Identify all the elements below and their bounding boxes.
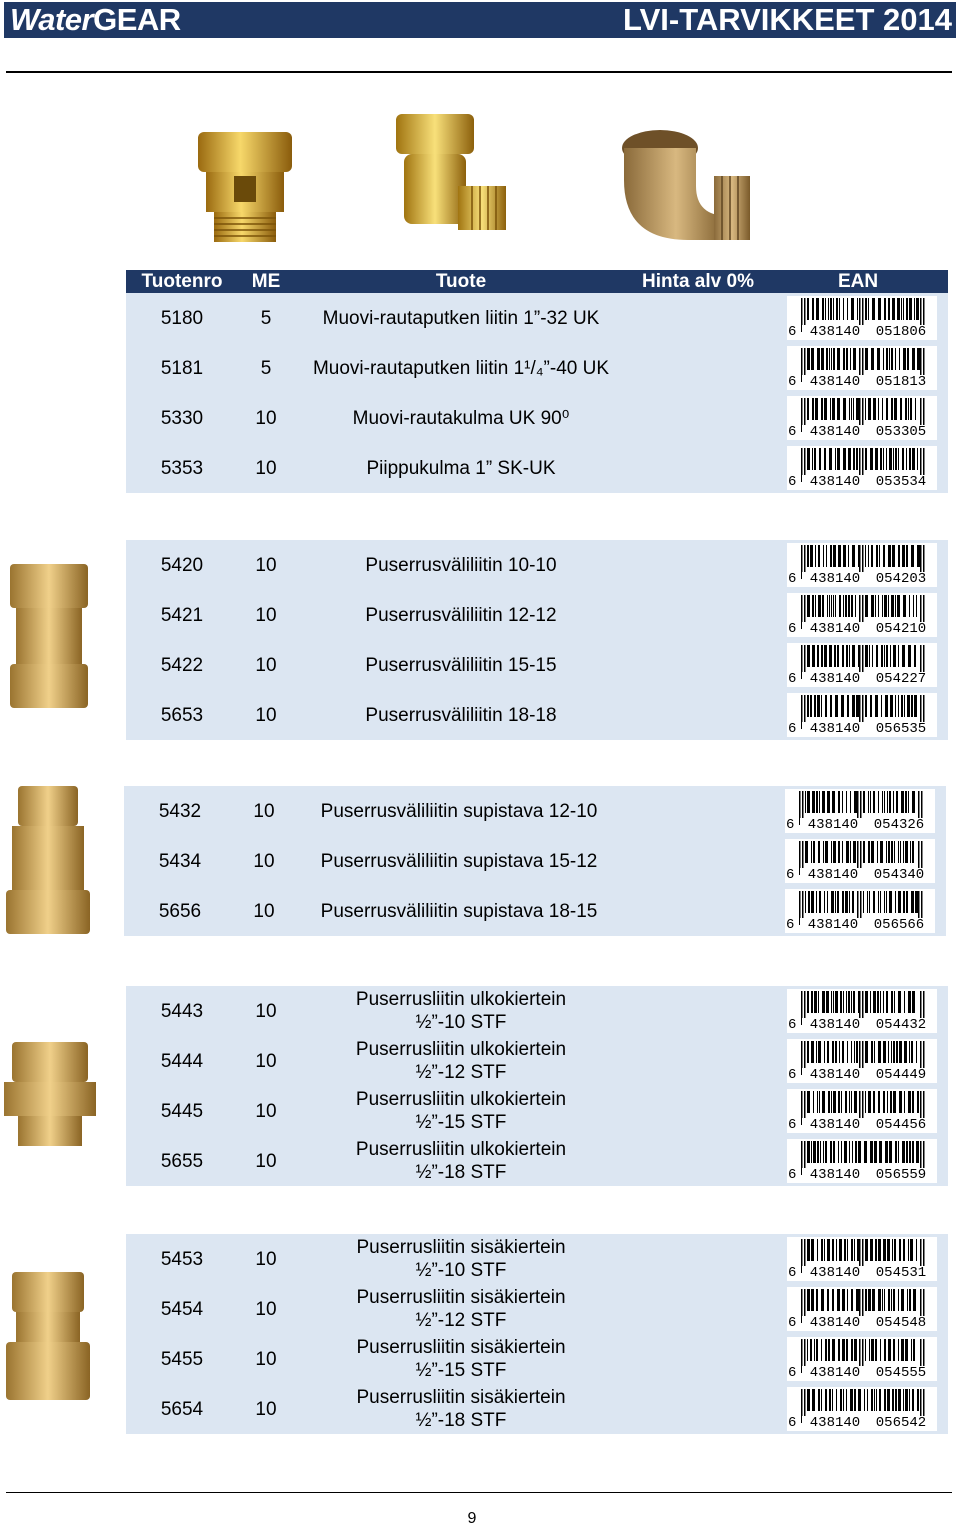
ean-digits-left: 438140	[802, 622, 868, 637]
product-unit: 10	[255, 407, 277, 429]
product-image-reducing-coupling	[4, 784, 92, 936]
ean-digits-left: 438140	[802, 672, 868, 687]
product-row	[124, 836, 946, 886]
ean-cell	[784, 1334, 940, 1384]
product-row	[126, 590, 948, 640]
product-row	[126, 393, 948, 443]
column-me: ME	[251, 271, 281, 292]
product-price	[626, 886, 766, 936]
product-price	[628, 590, 768, 640]
ean-digits-left: 438140	[802, 325, 868, 340]
product-number: 5654	[160, 1398, 204, 1420]
product-price	[628, 443, 768, 493]
ean-digits-left: 438140	[802, 572, 868, 587]
product-number: 5656	[158, 900, 202, 922]
ean-cell	[784, 1384, 940, 1434]
ean-digits-right: 054326	[866, 818, 932, 833]
product-number: 5420	[160, 554, 204, 576]
ean-digits-left: 438140	[802, 1168, 868, 1183]
product-row	[126, 1086, 948, 1136]
ean-cell	[784, 690, 940, 740]
catalog-title: LVI-TARVIKKEET 2014	[622, 2, 952, 37]
ean-digits-left: 438140	[802, 1316, 868, 1331]
ean-digits-left: 438140	[802, 1068, 868, 1083]
ean-digits-right: 054555	[868, 1366, 934, 1381]
product-unit: 10	[253, 800, 275, 822]
ean-barcode	[787, 1089, 937, 1133]
product-price	[628, 640, 768, 690]
ean-digits-left: 438140	[800, 918, 866, 933]
ean-digit-first: 6	[788, 1017, 797, 1033]
ean-digits-right: 054203	[868, 572, 934, 587]
ean-barcode	[787, 296, 937, 340]
ean-digits-right: 056566	[866, 918, 932, 933]
brand-part-gear: GEAR	[93, 2, 181, 37]
ean-cell	[784, 986, 940, 1036]
product-name: Puserrusväliliitin supistava 15-12	[320, 850, 598, 872]
ean-barcode	[785, 889, 935, 933]
product-unit: 10	[255, 554, 277, 576]
product-name: Puserrusväliliitin 18-18	[365, 704, 557, 726]
product-number: 5454	[160, 1298, 204, 1320]
product-name: Puserrusliitin sisäkiertein ½”-10 STF	[356, 1237, 566, 1281]
product-row	[124, 886, 946, 936]
ean-digits-right: 054432	[868, 1018, 934, 1033]
product-image-female-thread-coupling	[4, 1270, 92, 1404]
product-image-male-thread-coupling	[2, 1040, 98, 1150]
column-tuotenro: Tuotenro	[141, 271, 223, 292]
product-number: 5443	[160, 1000, 204, 1022]
ean-cell	[784, 640, 940, 690]
product-row	[126, 293, 948, 343]
product-price	[628, 1234, 768, 1284]
product-price	[628, 1384, 768, 1434]
product-row	[126, 1234, 948, 1284]
page-number: 9	[467, 1510, 477, 1527]
ean-digit-first: 6	[788, 1415, 797, 1431]
ean-digits-left: 438140	[802, 475, 868, 490]
product-number: 5421	[160, 604, 204, 626]
ean-cell	[784, 1284, 940, 1334]
ean-digits-right: 056542	[868, 1416, 934, 1431]
ean-cell	[784, 343, 940, 393]
ean-barcode	[785, 839, 935, 883]
product-unit: 10	[255, 1150, 277, 1172]
ean-digit-first: 6	[788, 1265, 797, 1281]
product-image-straight-coupling	[6, 560, 92, 712]
product-name: Muovi-rautaputken liitin 1”-32 UK	[322, 307, 600, 329]
product-row	[126, 1036, 948, 1086]
product-row	[126, 1284, 948, 1334]
product-number: 5653	[160, 704, 204, 726]
product-unit: 10	[255, 1348, 277, 1370]
product-name: Muovi-rautaputken liitin 1¹/₄”-40 UK	[312, 357, 610, 379]
ean-cell	[782, 886, 938, 936]
product-name: Muovi-rautakulma UK 90⁰	[352, 407, 570, 429]
product-row	[126, 986, 948, 1036]
product-number: 5181	[160, 357, 204, 379]
ean-digits-left: 438140	[800, 868, 866, 883]
product-unit: 10	[255, 1050, 277, 1072]
product-price	[628, 986, 768, 1036]
ean-digit-first: 6	[788, 1315, 797, 1331]
ean-digits-right: 054548	[868, 1316, 934, 1331]
product-name: Puserrusväliliitin 15-15	[365, 654, 557, 676]
product-name: Puserrusväliliitin 10-10	[365, 554, 557, 576]
product-price	[628, 1334, 768, 1384]
ean-digits-right: 056559	[868, 1168, 934, 1183]
product-row	[126, 1384, 948, 1434]
product-name: Puserrusväliliitin supistava 12-10	[320, 800, 598, 822]
product-name: Puserrusliitin ulkokiertein ½”-10 STF	[355, 989, 567, 1033]
ean-cell	[784, 443, 940, 493]
product-unit: 10	[255, 1000, 277, 1022]
ean-barcode	[787, 396, 937, 440]
ean-digit-first: 6	[788, 621, 797, 637]
ean-barcode	[787, 346, 937, 390]
product-price	[628, 1284, 768, 1334]
ean-digits-left: 438140	[802, 1266, 868, 1281]
product-number: 5353	[160, 457, 204, 479]
product-group-pipe-fittings	[126, 293, 948, 493]
product-price	[628, 1086, 768, 1136]
product-unit: 10	[255, 1398, 277, 1420]
product-row	[126, 690, 948, 740]
ean-digits-right: 054340	[866, 868, 932, 883]
ean-barcode	[787, 1287, 937, 1331]
product-unit: 10	[255, 1248, 277, 1270]
footer-divider	[6, 1492, 952, 1493]
product-row	[126, 443, 948, 493]
product-price	[628, 1136, 768, 1186]
ean-digits-right: 053305	[868, 425, 934, 440]
product-unit: 10	[255, 604, 277, 626]
ean-digits-right: 054449	[868, 1068, 934, 1083]
product-unit: 10	[255, 1100, 277, 1122]
ean-cell	[782, 786, 938, 836]
brand-part-water: Water	[10, 2, 94, 37]
ean-cell	[784, 393, 940, 443]
product-row	[126, 540, 948, 590]
ean-barcode	[787, 1337, 937, 1381]
product-group-male-thread	[126, 986, 948, 1186]
ean-barcode	[787, 643, 937, 687]
ean-digit-first: 6	[786, 867, 795, 883]
ean-barcode	[787, 1039, 937, 1083]
ean-cell	[784, 1036, 940, 1086]
product-number: 5455	[160, 1348, 204, 1370]
ean-digits-left: 438140	[802, 1018, 868, 1033]
product-name: Puserrusliitin ulkokiertein ½”-12 STF	[355, 1039, 567, 1083]
ean-cell	[782, 836, 938, 886]
ean-digit-first: 6	[788, 374, 797, 390]
ean-digits-left: 438140	[802, 1118, 868, 1133]
product-unit: 10	[253, 900, 275, 922]
product-row	[126, 1334, 948, 1384]
ean-digits-right: 051806	[868, 325, 934, 340]
ean-digit-first: 6	[788, 1117, 797, 1133]
column-ean: EAN	[837, 271, 879, 292]
ean-digit-first: 6	[788, 474, 797, 490]
product-number: 5655	[160, 1150, 204, 1172]
product-name: Puserrusliitin ulkokiertein ½”-18 STF	[355, 1139, 567, 1183]
product-name: Piippukulma 1” SK-UK	[366, 457, 556, 479]
product-number: 5180	[160, 307, 204, 329]
ean-digits-left: 438140	[802, 1416, 868, 1431]
brand-logo	[10, 3, 181, 37]
ean-digits-left: 438140	[802, 425, 868, 440]
ean-barcode	[787, 1139, 937, 1183]
ean-digits-right: 056535	[868, 722, 934, 737]
product-price	[628, 393, 768, 443]
product-image-bronze-elbow	[618, 124, 754, 244]
header-divider	[6, 71, 952, 73]
ean-digits-left: 438140	[802, 722, 868, 737]
ean-cell	[784, 1136, 940, 1186]
ean-digit-first: 6	[788, 424, 797, 440]
product-name: Puserrusliitin sisäkiertein ½”-15 STF	[356, 1337, 566, 1381]
product-name: Puserrusliitin ulkokiertein ½”-15 STF	[355, 1089, 567, 1133]
product-price	[628, 690, 768, 740]
ean-barcode	[787, 693, 937, 737]
product-name: Puserrusliitin sisäkiertein ½”-12 STF	[356, 1287, 566, 1331]
product-unit: 5	[260, 307, 272, 329]
ean-barcode	[787, 446, 937, 490]
column-tuote: Tuote	[435, 271, 487, 292]
product-unit: 10	[253, 850, 275, 872]
ean-digits-right: 051813	[868, 375, 934, 390]
ean-digit-first: 6	[788, 671, 797, 687]
product-number: 5330	[160, 407, 204, 429]
ean-digits-right: 054531	[868, 1266, 934, 1281]
ean-digits-left: 438140	[802, 375, 868, 390]
product-name: Puserrusväliliitin 12-12	[365, 604, 557, 626]
ean-cell	[784, 1234, 940, 1284]
column-hinta: Hinta alv 0%	[642, 271, 754, 292]
product-image-elbow-connector	[388, 110, 513, 246]
ean-digits-right: 053534	[868, 475, 934, 490]
ean-cell	[784, 1086, 940, 1136]
ean-digits-right: 054456	[868, 1118, 934, 1133]
ean-digit-first: 6	[786, 917, 795, 933]
product-row	[126, 640, 948, 690]
table-column-header	[126, 270, 948, 293]
product-unit: 10	[255, 654, 277, 676]
product-number: 5432	[158, 800, 202, 822]
product-price	[626, 786, 766, 836]
ean-digits-left: 438140	[800, 818, 866, 833]
ean-barcode	[787, 1237, 937, 1281]
product-number: 5422	[160, 654, 204, 676]
ean-digit-first: 6	[788, 324, 797, 340]
product-number: 5445	[160, 1100, 204, 1122]
ean-digit-first: 6	[788, 721, 797, 737]
product-price	[626, 836, 766, 886]
ean-digit-first: 6	[788, 1365, 797, 1381]
product-unit: 10	[255, 457, 277, 479]
product-price	[628, 1036, 768, 1086]
product-price	[628, 540, 768, 590]
ean-cell	[784, 590, 940, 640]
product-unit: 5	[260, 357, 272, 379]
product-row	[126, 343, 948, 393]
ean-barcode	[787, 1387, 937, 1431]
product-group-reducing-couplings	[124, 786, 946, 936]
product-row	[124, 786, 946, 836]
ean-digit-first: 6	[788, 1067, 797, 1083]
ean-digits-left: 438140	[802, 1366, 868, 1381]
product-name: Puserrusliitin sisäkiertein ½”-18 STF	[356, 1387, 566, 1431]
ean-barcode	[785, 789, 935, 833]
product-group-straight-couplings	[126, 540, 948, 740]
ean-digits-right: 054227	[868, 672, 934, 687]
ean-digit-first: 6	[788, 1167, 797, 1183]
ean-cell	[784, 293, 940, 343]
product-number: 5444	[160, 1050, 204, 1072]
page-header	[4, 2, 956, 38]
ean-digit-first: 6	[788, 571, 797, 587]
ean-digit-first: 6	[786, 817, 795, 833]
product-number: 5453	[160, 1248, 204, 1270]
product-number: 5434	[158, 850, 202, 872]
product-price	[628, 343, 768, 393]
ean-barcode	[787, 543, 937, 587]
ean-cell	[784, 540, 940, 590]
ean-barcode	[787, 989, 937, 1033]
ean-digits-right: 054210	[868, 622, 934, 637]
product-unit: 10	[255, 704, 277, 726]
product-name: Puserrusväliliitin supistava 18-15	[320, 900, 598, 922]
product-unit: 10	[255, 1298, 277, 1320]
ean-barcode	[787, 593, 937, 637]
product-row	[126, 1136, 948, 1186]
product-group-female-thread	[126, 1234, 948, 1434]
product-image-pipe-connector	[190, 126, 300, 246]
product-price	[628, 293, 768, 343]
